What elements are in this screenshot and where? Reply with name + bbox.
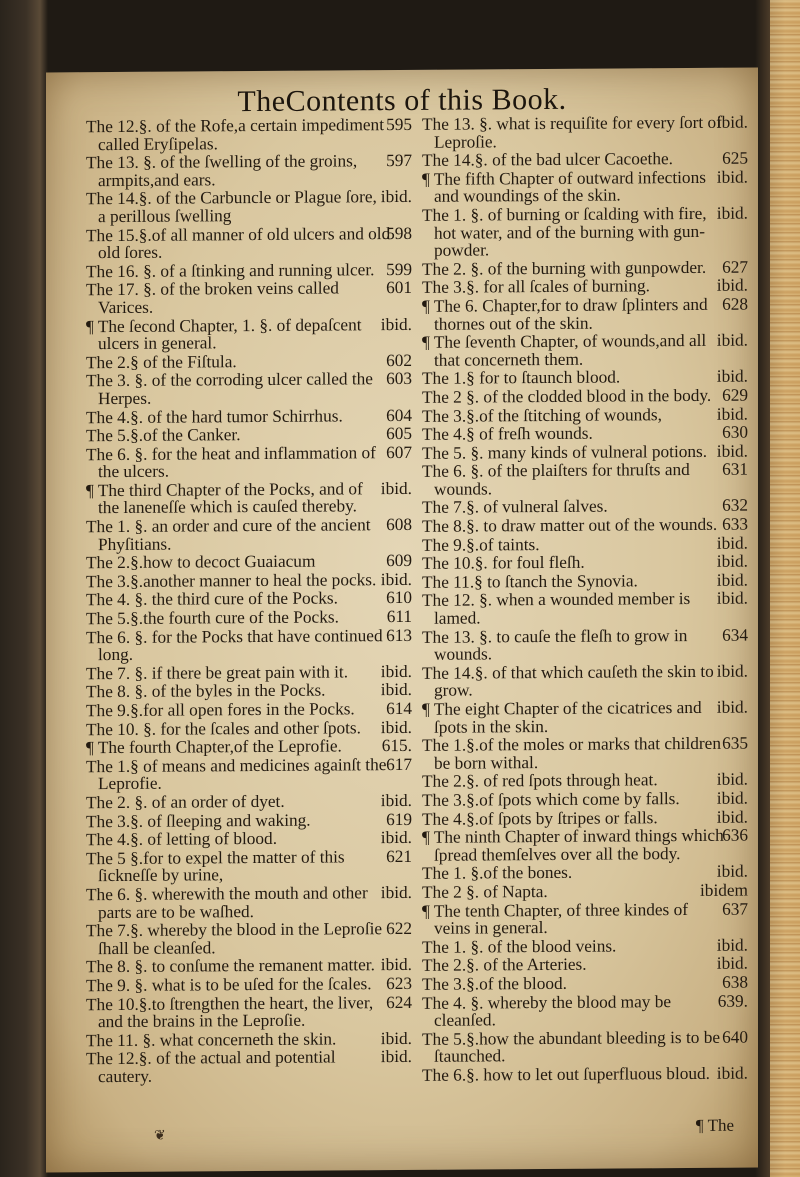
entry-page-number: 621 <box>386 846 412 866</box>
contents-entry <box>86 425 412 445</box>
entry-page-number: 605 <box>386 424 412 444</box>
entry-page-number: ibidem <box>700 880 748 900</box>
contents-entry <box>422 277 748 297</box>
entry-title: The 3.§.another manner to heal the pocks. <box>86 570 377 592</box>
entry-title: The 4.§.of ſpots by ſtripes or falls. <box>422 807 658 829</box>
entry-title: The 12.§. of the Rofe,a certain impediment called Eryſipelas. <box>86 115 385 154</box>
contents-entry <box>86 480 412 517</box>
contents-entry <box>422 553 748 573</box>
contents-entry <box>422 534 748 554</box>
entry-page-number: 599 <box>386 259 412 279</box>
entry-page-number: 614 <box>386 698 412 719</box>
entry-title: The 2.§.how to decoct Guaiacum <box>86 551 316 573</box>
contents-entry <box>86 627 412 664</box>
entry-page-number: 630 <box>722 422 748 442</box>
contents-entry <box>422 368 748 388</box>
entry-title: The 13. §. what is requiſite for every ſort of Leproſie. <box>422 112 722 152</box>
contents-entry <box>422 1028 748 1065</box>
entry-title: ¶ The ninth Chapter of inward things which ſpread themſelves over all the body. <box>422 825 724 865</box>
contents-entry <box>422 699 748 736</box>
entry-title: The 8. §. of the byles in the Pocks. <box>86 680 326 702</box>
entry-title: ¶ The eight Chapter of the cicatrices and ſpots in the skin. <box>422 697 702 737</box>
entry-page-number: ibid. <box>716 366 748 387</box>
contents-entry <box>86 737 412 757</box>
entry-title: The 3.§. for all ſcales of burning. <box>422 276 650 298</box>
contents-entry <box>422 771 748 791</box>
page-header: TheContents of this Book. <box>237 82 567 119</box>
contents-entry <box>86 261 412 281</box>
contents-entry <box>422 626 748 663</box>
entry-page-number: ibid. <box>716 404 748 424</box>
entry-title: The 11. §. what concerneth the skin. <box>86 1029 337 1050</box>
contents-entry <box>422 516 748 536</box>
entry-title: The 4.§ of freſh wounds. <box>422 423 593 444</box>
entry-page-number: ibid. <box>716 697 748 717</box>
contents-entry <box>86 152 412 189</box>
entry-page-number: ibid. <box>716 953 748 974</box>
entry-title: The 1. §. an order and cure of the ancient Phyſitians. <box>86 515 371 554</box>
entry-page-number: 636 <box>722 825 748 845</box>
entry-title: The 8.§. to draw matter out of the wounds. <box>422 514 718 536</box>
entry-page-number: ibid. <box>716 935 748 955</box>
entry-page-number: ibid. <box>380 828 412 848</box>
catchword: ¶ The <box>695 1115 734 1135</box>
entry-title: The 5.§.of the Canker. <box>86 425 241 446</box>
entry-page-number: ibid. <box>716 441 748 461</box>
contents-entry <box>422 735 748 772</box>
page-edges <box>770 0 800 1177</box>
contents-entry <box>86 756 412 793</box>
entry-page-number: ibid. <box>380 187 412 207</box>
entry-title: The 9. §. what is to be uſed for the ſcales. <box>86 974 372 996</box>
entry-title: The 3.§.of the ſtitching of wounds, <box>422 404 662 426</box>
contents-entry <box>86 589 412 609</box>
entry-title: The 7. §. if there be great pain with it. <box>86 662 349 684</box>
entry-page-number: 628 <box>722 294 748 314</box>
entry-page-number: ibid. <box>716 861 748 882</box>
entry-title: The 4.§. of the hard tumor Schirrhus. <box>86 405 343 427</box>
entry-page-number: 631 <box>722 459 748 480</box>
entry-title: The 3.§.of the blood. <box>422 973 567 994</box>
contents-entry <box>86 608 412 628</box>
entry-page-number: 635 <box>722 733 748 753</box>
entry-page-number: ibid. <box>716 533 748 553</box>
entry-page-number: ibid. <box>716 112 748 132</box>
entry-page-number: 632 <box>722 496 748 516</box>
entry-page-number: ibid. <box>716 788 748 808</box>
entry-title: The 6. §. for the Pocks that have continued long. <box>86 625 383 665</box>
contents-entry <box>86 116 412 153</box>
entry-page-number: 633 <box>722 514 748 534</box>
entry-page-number: 597 <box>386 151 412 171</box>
entry-page-number: 601 <box>386 278 412 298</box>
entry-title: ¶ The fourth Chapter,of the Leprofie. <box>86 736 342 758</box>
contents-entry <box>86 663 412 683</box>
entry-title: The 2 §. of the clodded blood in the body. <box>422 385 712 407</box>
contents-entry <box>86 829 412 849</box>
entry-page-number: ibid. <box>380 569 412 589</box>
contents-entry <box>422 790 748 810</box>
entry-page-number: 607 <box>386 442 412 462</box>
entry-page-number: ibid. <box>716 807 748 827</box>
contents-entry <box>86 884 412 921</box>
entry-title: The 16. §. of a ſtinking and running ulcer. <box>86 259 375 281</box>
contents-entry <box>422 386 748 406</box>
entry-page-number: 595 <box>386 114 412 135</box>
contents-entry <box>86 406 412 426</box>
contents-entry <box>86 444 412 481</box>
contents-entry <box>422 424 748 444</box>
entry-title: The 14.§. of the bad ulcer Cacoethe. <box>422 149 673 171</box>
contents-left-column <box>86 116 412 1087</box>
entry-title: The 10. §. for the ſcales and other ſpots. <box>86 717 361 739</box>
entry-title: The 2.§. of red ſpots through heat. <box>422 770 658 792</box>
entry-page-number: 638 <box>722 972 748 992</box>
contents-entry <box>422 442 748 462</box>
entry-page-number: 639. <box>717 991 748 1011</box>
entry-page-number: 602 <box>386 350 412 370</box>
contents-entry <box>86 188 412 225</box>
contents-entry <box>422 808 748 828</box>
contents-entry <box>86 848 412 885</box>
contents-entry <box>86 993 412 1030</box>
entry-title: The 5. §. many kinds of vulneral potions. <box>422 441 708 463</box>
contents-entry <box>86 1030 412 1050</box>
contents-entry <box>422 205 748 260</box>
entry-page-number: 625 <box>722 148 748 168</box>
contents-entry <box>422 863 748 883</box>
entry-page-number: 613 <box>386 625 412 645</box>
contents-entry <box>422 882 748 902</box>
entry-title: The 2 §. of Napta. <box>422 881 548 902</box>
contents-entry <box>422 168 748 205</box>
contents-entry <box>422 405 748 425</box>
contents-entry <box>422 150 748 170</box>
entry-title: ¶ The ſeventh Chapter, of wounds,and all that concerneth them. <box>422 331 707 370</box>
entry-title: The 2.§. of the Arteries. <box>422 955 587 976</box>
contents-entry <box>422 571 748 591</box>
entry-title: The 13. §. to cauſe the fleſh to grow in wounds. <box>422 625 688 664</box>
entry-page-number: 640 <box>722 1027 748 1047</box>
entry-title: The 12.§. of the actual and potential cautery. <box>86 1047 336 1086</box>
contents-entry <box>86 516 412 553</box>
entry-title: The 9.§.of taints. <box>422 534 540 555</box>
entry-page-number: 627 <box>722 257 748 277</box>
entry-title: The 4. §. whereby the blood may be cleanſed. <box>422 991 672 1030</box>
entry-page-number: 624 <box>386 992 412 1012</box>
entry-title: The 14.§. of that which cauſeth the skin to grow. <box>422 661 714 701</box>
entry-title: The 10.§. for foul fleſh. <box>422 552 585 574</box>
entry-page-number: 629 <box>722 385 748 405</box>
contents-entry <box>86 700 412 720</box>
contents-entry <box>422 936 748 956</box>
ornament-icon: ❦ <box>154 1127 166 1144</box>
entry-title: The 15.§.of all manner of old ulcers and old old ſores. <box>86 223 391 263</box>
entry-title: The 5.§.the fourth cure of the Pocks. <box>86 607 339 629</box>
contents-entry <box>422 992 748 1029</box>
entry-title: The 11.§ to ſtanch the Synovia. <box>422 571 638 592</box>
contents-entry <box>422 114 748 151</box>
entry-title: The 2. §. of an order of dyet. <box>86 791 285 813</box>
entry-page-number: ibid. <box>716 275 748 296</box>
entry-page-number: 615. <box>381 736 412 756</box>
contents-entry <box>422 332 748 369</box>
entry-title: The 3. §. of the corroding ulcer called the Herpes. <box>86 369 373 409</box>
entry-page-number: ibid. <box>380 314 412 334</box>
entry-title: The 7.§. of vulneral ſalves. <box>422 497 608 518</box>
contents-right-column <box>422 114 748 1086</box>
entry-page-number: 637 <box>722 899 748 919</box>
entry-title: ¶ The tenth Chapter, of three kindes of veins in general. <box>422 899 688 938</box>
entry-title: The 6. §. wherewith the mouth and other parts are to be waſhed. <box>86 883 368 922</box>
entry-title: The 10.§.to ſtrengthen the heart, the liver, and the brains in the Leproſie. <box>86 992 374 1032</box>
contents-entry <box>422 827 748 864</box>
entry-title: The 6. §. for the heat and inflammation of the ulcers. <box>86 442 376 482</box>
entry-title: ¶ The third Chapter of the Pocks, and of the laneneſſe which is cauſed thereby. <box>86 479 363 518</box>
entry-title: The 4.§. of letting of blood. <box>86 829 278 850</box>
entry-title: The 3.§.of ſpots which come by falls. <box>422 789 680 810</box>
entry-title: ¶ The fifth Chapter of outward infections and woundings of the skin. <box>422 167 706 207</box>
contents-entry <box>422 296 748 333</box>
entry-title: The 2. §. of the burning with gunpowder. <box>422 257 707 279</box>
entry-page-number: ibid. <box>380 661 412 681</box>
contents-entry <box>86 1048 412 1085</box>
entry-title: The 2.§ of the Fiſtula. <box>86 351 237 372</box>
entry-page-number: ibid. <box>716 330 748 350</box>
entry-page-number: 609 <box>386 551 412 571</box>
entry-title: The 12. §. when a wounded member is lamed. <box>422 589 691 628</box>
entry-page-number: ibid. <box>380 680 412 700</box>
contents-entry <box>86 719 412 739</box>
entry-title: ¶ The ſecond Chapter, 1. §. of depaſcent ulcers in general. <box>86 314 362 354</box>
contents-entry <box>86 571 412 591</box>
entry-title: ¶ The 6. Chapter,for to draw ſplinters and thornes out of the skin. <box>422 294 708 334</box>
entry-title: The 5.§.how the abundant bleeding is to be ſtaunched. <box>422 1027 721 1067</box>
entry-title: The 6. §. of the plaiſters for thruſts and wounds. <box>422 460 690 499</box>
entry-title: The 1.§ of means and medicines againſt the Leprofie. <box>86 754 387 794</box>
entry-title: The 1.§ for to ſtaunch blood. <box>422 367 621 389</box>
contents-entry <box>422 461 748 498</box>
contents-entry <box>422 1064 748 1084</box>
entry-page-number: ibid. <box>380 717 412 737</box>
entry-page-number: 610 <box>386 588 412 608</box>
page-sheet <box>46 68 758 1173</box>
contents-entry <box>86 370 412 407</box>
entry-page-number: 623 <box>386 973 412 994</box>
entry-page-number: ibid. <box>716 167 748 187</box>
entry-title: The 17. §. of the broken veins called Varices. <box>86 278 339 318</box>
entry-title: The 1.§.of the moles or marks that children be born withal. <box>422 733 721 773</box>
entry-title: The 3.§. of ſleeping and waking. <box>86 810 311 831</box>
entry-page-number: ibid. <box>716 203 748 223</box>
entry-page-number: 604 <box>386 405 412 425</box>
contents-entry <box>422 973 748 993</box>
entry-page-number: ibid. <box>380 790 412 811</box>
contents-entry <box>86 810 412 830</box>
entry-page-number: 608 <box>386 514 412 535</box>
contents-entry <box>86 224 412 261</box>
contents-entry <box>422 258 748 278</box>
entry-title: The 14.§. of the Carbuncle or Plague ſore, a perillous ſwelling <box>86 187 377 227</box>
contents-entry <box>86 352 412 372</box>
entry-page-number: 617 <box>386 754 412 774</box>
contents-entry <box>422 662 748 699</box>
entry-title: The 1. §.of the bones. <box>422 863 573 884</box>
entry-title: The 7.§. whereby the blood in the Leproſie ſhall be cleanſed. <box>86 919 383 958</box>
entry-page-number: 598 <box>386 223 412 243</box>
entry-title: The 1. §. of burning or ſcalding with fire, hot water, and of the burning with gun-powder. <box>422 203 707 260</box>
entry-page-number: 634 <box>722 625 748 645</box>
entry-page-number: ibid. <box>380 478 412 499</box>
entry-page-number: ibid. <box>716 551 748 572</box>
contents-entry <box>86 975 412 995</box>
entry-title: The 8. §. to conſume the remanent matter. <box>86 955 375 977</box>
contents-entry <box>86 315 412 352</box>
entry-title: The 5 §.for to expel the matter of this ſickneſſe by urine, <box>86 847 345 886</box>
entry-title: The 9.§.for all open fores in the Pocks. <box>86 699 355 721</box>
contents-entry <box>86 956 412 976</box>
contents-entry <box>86 920 412 957</box>
entry-page-number: ibid. <box>716 661 748 681</box>
entry-page-number: 619 <box>386 809 412 829</box>
entry-title: The 1. §. of the blood veins. <box>422 936 617 957</box>
contents-entry <box>422 955 748 975</box>
entry-page-number: ibid. <box>380 1047 412 1067</box>
entry-page-number: 603 <box>386 369 412 389</box>
entry-title: The 13. §. of the ſwelling of the groins, armpits,and ears. <box>86 151 358 190</box>
entry-title: The 4. §. the third cure of the Pocks. <box>86 588 338 610</box>
entry-page-number: 622 <box>386 919 412 939</box>
contents-entry <box>422 590 748 627</box>
contents-entry <box>86 681 412 701</box>
entry-page-number: ibid. <box>716 1063 748 1083</box>
contents-entry <box>86 279 412 316</box>
entry-page-number: ibid. <box>380 1028 412 1048</box>
entry-page-number: ibid. <box>380 955 412 975</box>
entry-page-number: ibid. <box>716 589 748 609</box>
entry-page-number: ibid. <box>380 882 412 903</box>
entry-page-number: ibid. <box>716 769 748 790</box>
entry-title: The 6.§. how to let out ſuperfluous bloud. <box>422 1063 710 1085</box>
entry-page-number: 611 <box>386 606 412 627</box>
contents-entry <box>422 497 748 517</box>
contents-entry <box>86 792 412 812</box>
entry-page-number: ibid. <box>716 570 748 590</box>
contents-entry <box>86 552 412 572</box>
contents-entry <box>422 900 748 937</box>
